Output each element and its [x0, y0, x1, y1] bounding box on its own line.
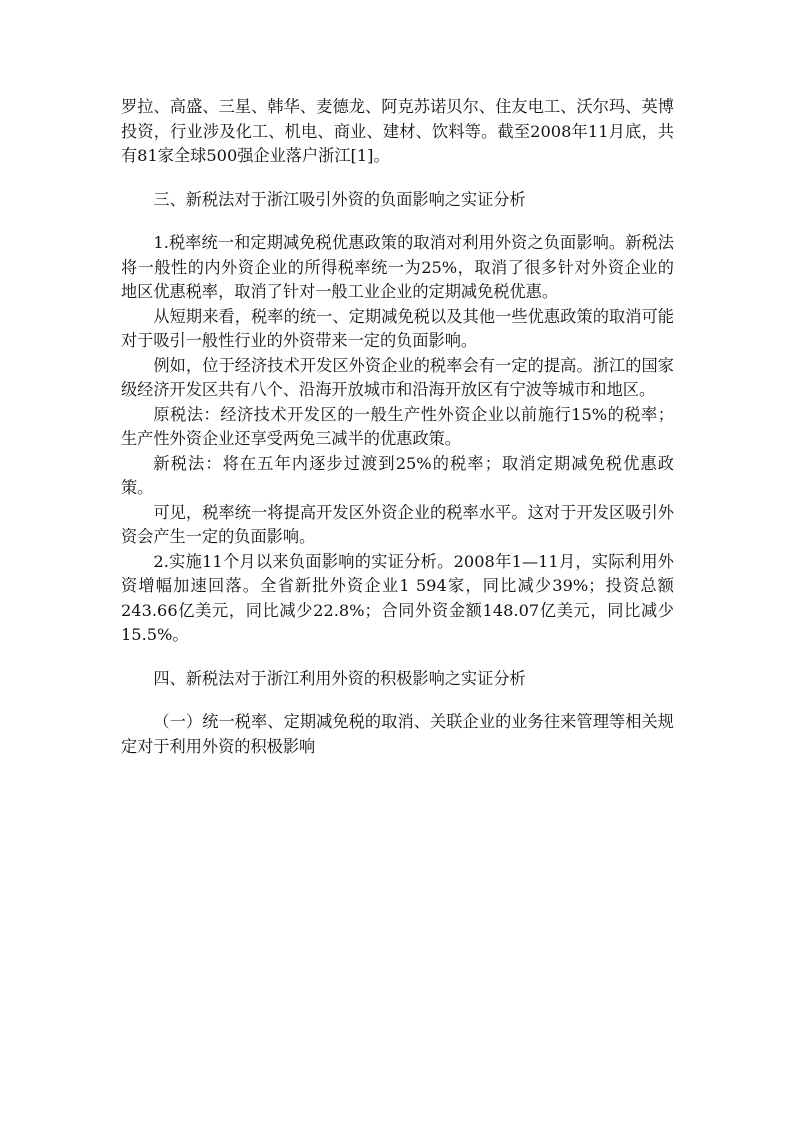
section-heading-3: 三、新税法对于浙江吸引外资的负面影响之实证分析	[153, 189, 526, 209]
paragraph-example: 例如，位于经济技术开发区外资企业的税率会有一定的提高。浙江的国家级经济开发区共有八个、沿海开放城市和沿海开放区有宁波等城市和地区。	[121, 355, 674, 399]
document-body	[121, 95, 674, 759]
paragraph-continued: 罗拉、高盛、三星、韩华、麦德龙、阿克苏诺贝尔、住友电工、沃尔玛、英博投资，行业涉及化工、机电、商业、建材、饮料等。截至2008年11月底，共有81家全球500强企业落户浙江[1]。	[121, 97, 674, 165]
paragraph-conclusion: 可见，税率统一将提高开发区外资企业的税率水平。这对于开发区吸引外资会产生一定的负面影响。	[121, 502, 674, 546]
paragraph-short-term: 从短期来看，税率的统一、定期减免税以及其他一些优惠政策的取消可能对于吸引一般性行业的外资带来一定的负面影响。	[121, 306, 674, 350]
section-heading-4: 四、新税法对于浙江利用外资的积极影响之实证分析	[153, 668, 526, 688]
paragraph-new-tax-law: 新税法：将在五年内逐步过渡到25%的税率；取消定期减免税优惠政策。	[121, 453, 674, 497]
paragraph-old-tax-law: 原税法：经济技术开发区的一般生产性外资企业以前施行15%的税率；生产性外资企业还享受两免三减半的优惠政策。	[121, 404, 674, 448]
subsection-heading-1: （一）统一税率、定期减免税的取消、关联企业的业务往来管理等相关规定对于利用外资的积极影响	[121, 712, 674, 756]
paragraph-point-1: 1.税率统一和定期减免税优惠政策的取消对利用外资之负面影响。新税法将一般性的内外资企业的所得税率统一为25%，取消了很多针对外资企业的地区优惠税率，取消了针对一般工业企业的定期减免税优惠。	[121, 233, 674, 301]
paragraph-point-2: 2.实施11个月以来负面影响的实证分析。2008年1—11月，实际利用外资增幅加速回落。全省新批外资企业1 594家，同比减少39%；投资总额243.66亿美元，同比减少22.8%；合同外资金额148.07亿美元，同比减少15.5%。	[121, 551, 674, 644]
